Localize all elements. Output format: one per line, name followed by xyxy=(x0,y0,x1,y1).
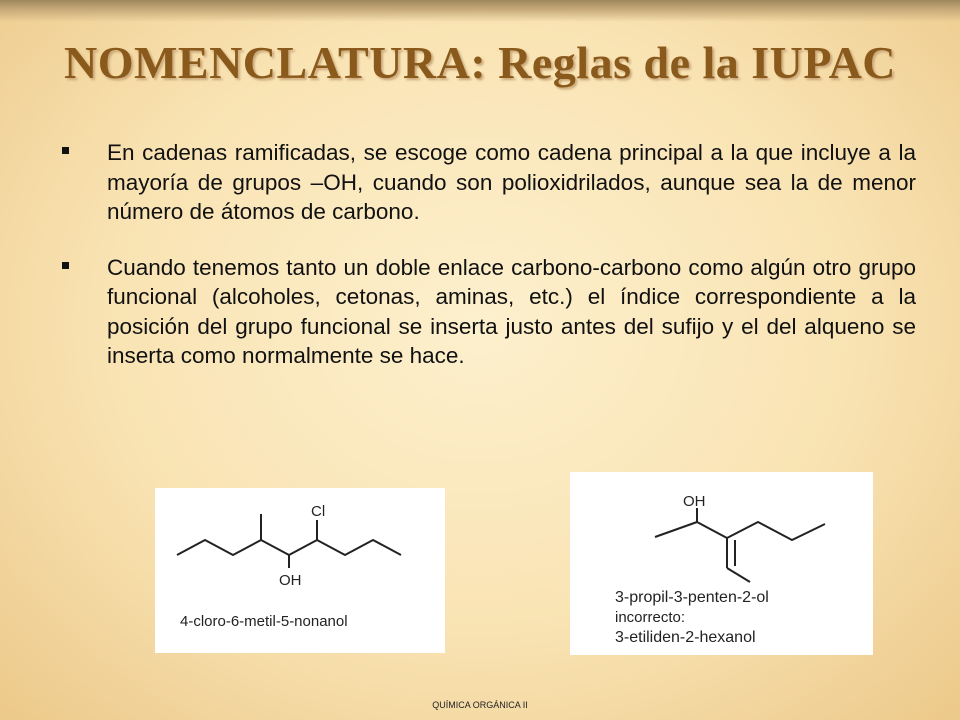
structure-caption: 4-cloro-6-metil-5-nonanol xyxy=(180,613,348,630)
methyl-bond xyxy=(655,522,697,537)
bullet-item xyxy=(60,253,916,371)
structure-figure-nonanol xyxy=(155,488,445,653)
atom-label-cl: Cl xyxy=(311,503,326,520)
top-decor-band xyxy=(0,0,960,22)
atom-label-oh: OH xyxy=(683,493,706,510)
square-bullet-icon xyxy=(62,147,69,154)
structure-figure-pentenol xyxy=(570,472,873,655)
atom-label-oh: OH xyxy=(279,572,302,589)
bullet-item xyxy=(60,138,916,227)
structure-caption-incorrect-label: incorrecto: xyxy=(615,609,686,626)
bullet-list xyxy=(60,138,916,397)
main-chain-bond xyxy=(177,540,401,555)
square-bullet-icon xyxy=(62,262,69,269)
structure-caption-correct: 3-propil-3-penten-2-ol xyxy=(615,589,769,606)
slide-footer: QUÍMICA ORGÁNICA II xyxy=(432,700,528,710)
bullet-text: Cuando tenemos tanto un doble enlace carbono-carbono como algún otro grupo funcional (alcoholes, cetonas, aminas, etc.) el índice correspondiente a la posición del grupo funcional se inserta justo antes del sufijo y el del alqueno se inserta como normalmente se hace. xyxy=(107,254,916,368)
bullet-text: En cadenas ramificadas, se escoge como cadena principal a la que incluye a la mayoría de grupos –OH, cuando son polioxidrilados, aunque sea la de menor número de átomos de carbono. xyxy=(107,140,916,224)
pentenol-structure xyxy=(570,472,873,655)
ethylidene-bond xyxy=(727,568,750,582)
slide-title: NOMENCLATURA: Reglas de la IUPAC xyxy=(63,37,897,88)
nonanol-structure xyxy=(155,488,445,653)
propyl-chain-bond xyxy=(727,522,825,540)
structure-caption-incorrect: 3-etiliden-2-hexanol xyxy=(615,629,756,646)
chain-bond xyxy=(697,522,727,538)
